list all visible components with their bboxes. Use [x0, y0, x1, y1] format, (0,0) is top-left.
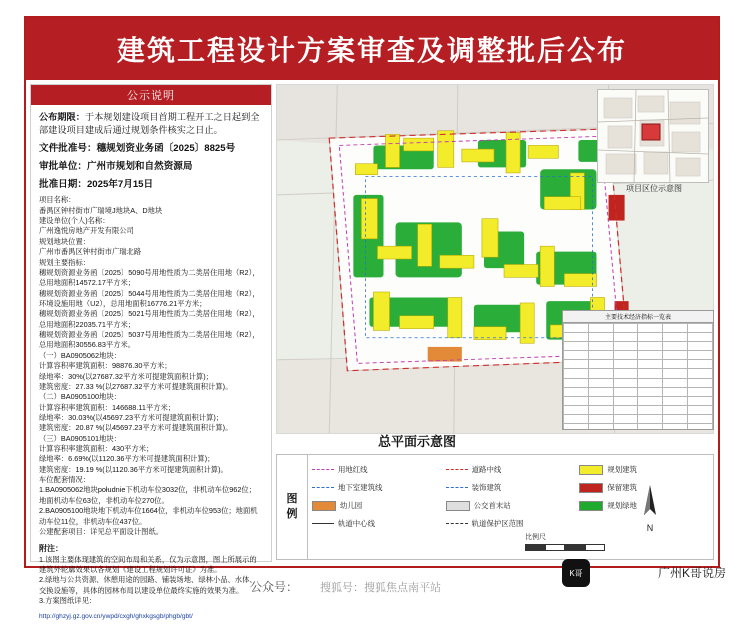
notice-line: 番禺区钟村街市广瑞境J地块A、D地块	[39, 205, 163, 215]
notice-line: 规划地块位置：	[39, 236, 91, 246]
notice-line: （三）BA0905101地块：	[39, 433, 121, 443]
indicator-table-caption: 主要技术经济指标一览表	[563, 311, 713, 323]
legend-item: 轨道保护区范围	[446, 515, 576, 532]
notice-line: （二）BA0905100地块：	[39, 392, 121, 402]
publication-period	[39, 111, 263, 138]
map-area	[276, 84, 714, 562]
notice-line: 穗规划资源业务函〔2025〕5090号用地性质为二类居住用地（R2），	[39, 267, 260, 277]
legend-item: 幼儿园	[312, 497, 442, 514]
notice-line: 1.BA0905062地块południe下机动车位3032位，非机动车位962位；地面机动车位63位，非机动车位270位。	[39, 485, 256, 505]
table-row	[564, 369, 713, 378]
notice-panel-header: 公示说明	[31, 85, 271, 105]
table-row	[564, 387, 713, 396]
legend-item: 保留建筑	[579, 479, 709, 496]
planned-building-swatch	[579, 465, 603, 475]
notice-line: 总用地面积14572.17平方米；	[39, 278, 136, 288]
bus-terminal-swatch	[446, 501, 470, 511]
legend-item: 装饰建筑	[446, 479, 576, 496]
notice-line: 环境设施用地（U2），总用地面积16776.21平方米；	[39, 299, 207, 308]
table-row	[564, 424, 713, 430]
plan-title: 总平面示意图	[377, 434, 456, 449]
legend-item: 公交首末站	[446, 497, 576, 514]
notice-line: 总用地面积30556.83平方米。	[39, 340, 136, 350]
legend-label-char2: 例	[286, 508, 298, 520]
approval-authority-value: 广州市规划和自然资源局	[86, 160, 193, 172]
decorative-building-swatch	[446, 487, 468, 488]
notice-line: 计算容积率建筑面积：430平方米；	[39, 444, 154, 454]
legend-item: 道路中线	[446, 461, 576, 478]
approval-authority-label: 审批单位：	[39, 160, 87, 172]
notice-line: 绿地率：30.03%(以45697.23平方米可提建筑面积计算)；	[39, 412, 224, 422]
doc-number-label: 文件批准号：	[39, 142, 97, 154]
doc-number	[39, 142, 263, 156]
table-row	[564, 333, 713, 342]
notice-panel-content	[31, 105, 271, 632]
table-row	[564, 324, 713, 333]
doc-number-value: 穗规划资业务函〔2025〕8825号	[96, 142, 236, 154]
location-inset-caption: 项目区位示意图	[626, 184, 682, 193]
legend-item: 用地红线	[312, 461, 442, 478]
notice-panel	[30, 84, 272, 621]
approval-authority	[39, 160, 263, 174]
watermark-sohu: 搜狐号：搜狐焦点南平站	[320, 582, 441, 594]
notice-line: 建筑密度：19.19 %(以1120.36平方米可提建筑面积计算)。	[39, 464, 228, 474]
watermark-account-name: 广州K哥说房	[657, 566, 726, 580]
publication-period-label: 公布期限：	[39, 112, 85, 122]
notice-line: 建筑密度：20.87 %(以45697.23平方米可提建筑面积计算)。	[39, 423, 233, 433]
location-inset-map[interactable]	[597, 89, 709, 183]
notice-line: 计算容积率建筑面积：146688.11平方米；	[39, 402, 176, 412]
watermark-public-account: 公众号：	[250, 580, 299, 594]
notice-line: 绿地率：30%(以27687.32平方米可提建筑面积计算)；	[39, 371, 213, 381]
notice-line: 项目名称：	[39, 195, 76, 205]
scale-bar	[525, 532, 605, 551]
notice-line: 公建配套项目：详见总平面设计图纸。	[39, 526, 164, 536]
legend-item: 规划建筑	[579, 461, 709, 478]
land-boundary-swatch	[312, 469, 334, 470]
table-row	[564, 405, 713, 414]
notice-附注-title: 附注：	[39, 544, 63, 554]
notice-line: 绿地率：6.69%(以1120.36平方米可提建筑面积计算)；	[39, 454, 215, 464]
scale-ticks	[525, 544, 605, 551]
approval-date	[39, 178, 263, 192]
notice-line: 规划主要指标：	[39, 257, 91, 267]
legend-item: 规划绿地	[579, 497, 709, 514]
notice-line: （一）BA0905062地块：	[39, 350, 121, 360]
notice-line: 车位配套情况：	[39, 475, 91, 485]
legend-item: 轨道中心线	[312, 515, 442, 532]
notice-line: 穗规划资源业务函〔2025〕5037号用地性质为二类居住用地（R2），	[39, 330, 260, 340]
legend-row	[276, 315, 714, 562]
indicator-table-grid	[563, 323, 713, 430]
rail-protection-swatch	[446, 523, 468, 524]
table-row	[564, 414, 713, 423]
planned-green-swatch	[579, 501, 603, 511]
page-title: 建筑工程设计方案审查及调整批后公布	[116, 34, 627, 67]
notice-line: 总用地面积22035.71平方米；	[39, 319, 136, 329]
notice-line: 3.方案图纸详见：	[39, 596, 97, 606]
notice-line: 穗规划资源业务函〔2025〕5021号用地性质为二类居住用地（R2），	[39, 309, 260, 319]
retained-building-swatch	[579, 483, 603, 493]
legend-box	[276, 454, 714, 560]
legend-item: 地下室建筑线	[312, 479, 442, 496]
notice-line: 1.该图主要体现建筑的空间布局和关系，仅为示意图，图上所展示的建筑外轮廓效果以各规划《建设工程规划许可证》为准。	[39, 554, 257, 574]
document-title-band	[26, 18, 718, 80]
notice-line: 广州逸悦房地产开发有限公司	[39, 226, 134, 236]
indicator-table[interactable]	[562, 310, 714, 430]
legend-label	[277, 455, 308, 559]
approval-date-label: 批准日期：	[39, 178, 87, 190]
approval-date-value: 2025年7月15日	[86, 178, 154, 190]
location-inset-drawing	[598, 90, 708, 182]
basement-line-swatch	[312, 487, 334, 488]
drawing-url-link[interactable]: http://ghzyj.gz.gov.cn/ywpd/cxgh/ghxkgsgb/phgb/gbt/	[39, 613, 193, 621]
notice-line: 计算容积率建筑面积：98876.30平方米；	[39, 361, 172, 371]
table-row	[564, 351, 713, 360]
svg-text:N: N	[646, 523, 654, 533]
table-row	[564, 360, 713, 369]
notice-line: 建设单位(个人)名称：	[39, 216, 110, 226]
table-row	[564, 342, 713, 351]
road-centerline-swatch	[446, 469, 468, 470]
table-row	[564, 378, 713, 387]
notice-line: 广州市番禺区钟村街市广瑞北路	[39, 247, 142, 257]
compass-icon	[633, 481, 667, 541]
notice-line: 2.绿地与公共资源、休憩用途的园路、铺装场地、绿林小品、水体、交换设施等，具体的园林布局以建设单位最终实施的效果为准。	[39, 575, 257, 595]
rail-centerline-swatch	[312, 523, 334, 524]
notice-line: 穗规划资源业务函〔2025〕5044号用地性质为二类居住用地（R2），	[39, 288, 260, 298]
legend-label-char1: 图	[286, 492, 298, 505]
notice-line: 2.BA0905100地块地下机动车位1664位，非机动车位953位；地面机动车位11位，非机动车位437位。	[39, 506, 258, 526]
kindergarten-swatch	[312, 501, 336, 511]
table-row	[564, 396, 713, 405]
watermark-logo: K哥	[562, 559, 590, 587]
scale-label: 比例尺	[525, 534, 546, 541]
publication-period-text: 于本规划建设项目首期工程开工之日起到全部建设项目建成后通过规划条件核实之日止。	[39, 112, 260, 136]
notice-line: 建筑密度：27.33 %(以27687.32平方米可提建筑面积计算)。	[39, 381, 233, 391]
